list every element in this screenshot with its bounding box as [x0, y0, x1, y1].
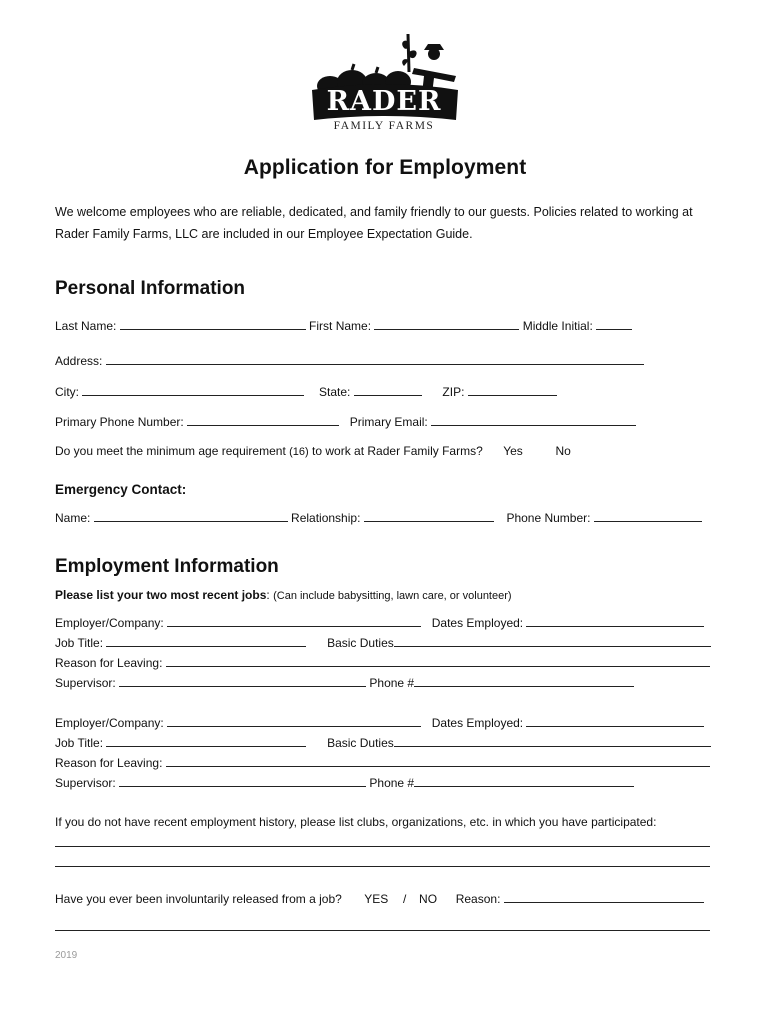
primary-phone-field[interactable]: [187, 414, 339, 426]
release-question: Have you ever been involuntarily released from a job?: [55, 892, 342, 906]
state-label: State:: [319, 385, 351, 399]
job1-supervisor-field[interactable]: [119, 675, 366, 687]
job2-reason-row: [55, 755, 710, 770]
employment-info-heading: Employment Information: [55, 556, 279, 577]
emergency-name-label: Name:: [55, 511, 91, 525]
city-label: City:: [55, 385, 79, 399]
job2-title-row: [55, 735, 711, 750]
name-row: [55, 318, 632, 333]
job1-reason-label: Reason for Leaving:: [55, 656, 163, 670]
job2-supervisor-row: [55, 775, 634, 790]
logo-brand-text: RADER: [326, 86, 442, 117]
job2-employer-field[interactable]: [167, 715, 421, 727]
address-field[interactable]: [106, 353, 644, 365]
job2-title-label: Job Title:: [55, 736, 104, 750]
instruction-colon: :: [266, 588, 270, 602]
instruction-bold: Please list your two most recent jobs: [55, 588, 267, 602]
history-line-2[interactable]: [55, 866, 710, 867]
job2-employer-label: Employer/Company:: [55, 716, 164, 730]
emergency-contact-heading: Emergency Contact:: [55, 482, 187, 497]
address-row: [55, 353, 644, 368]
age-question-text-end: to work at Rader Family Farms?: [312, 444, 483, 458]
job1-duties-field[interactable]: [394, 635, 711, 647]
primary-phone-label: Primary Phone Number:: [55, 415, 184, 429]
instruction-note: (Can include babysitting, lawn care, or volunteer): [273, 590, 512, 602]
job2-reason-field[interactable]: [166, 755, 710, 767]
page-title: Application for Employment: [243, 156, 527, 179]
job1-employer-label: Employer/Company:: [55, 616, 164, 630]
footer-year: 2019: [55, 950, 78, 961]
release-reason-label: Reason:: [455, 892, 501, 906]
relationship-field[interactable]: [364, 510, 494, 522]
last-name-field[interactable]: [120, 318, 306, 330]
intro-paragraph: We welcome employees who are reliable, dedicated, and family friendly to our guests. Policies related to working at Rader Family Farms, LLC are included in our Employee Expectation Guide.: [55, 205, 693, 241]
job2-dates-label: Dates Employed:: [431, 716, 524, 730]
job2-phone-label: Phone #: [369, 776, 415, 790]
job1-employer-field[interactable]: [167, 615, 421, 627]
job2-reason-label: Reason for Leaving:: [55, 756, 163, 770]
job1-title-row: [55, 635, 711, 650]
history-question: If you do not have recent employment history, please list clubs, organizations, etc. in which you have participated:: [55, 815, 657, 829]
job1-phone-label: Phone #: [369, 676, 415, 690]
release-no-option[interactable]: NO: [419, 892, 438, 906]
middle-initial-label: Middle Initial:: [522, 319, 593, 333]
job1-duties-label: Basic Duties: [327, 636, 394, 650]
emergency-phone-field[interactable]: [594, 510, 702, 522]
emergency-name-field[interactable]: [94, 510, 288, 522]
zip-label: ZIP:: [442, 385, 465, 399]
job2-duties-field[interactable]: [394, 735, 711, 747]
age-requirement-row: [55, 444, 571, 459]
city-state-zip-row: [55, 384, 557, 399]
emergency-phone-label: Phone Number:: [506, 511, 591, 525]
age-yes-option[interactable]: Yes: [503, 444, 523, 458]
zip-field[interactable]: [468, 384, 557, 396]
job1-employer-row: [55, 615, 704, 630]
company-logo: [310, 28, 460, 136]
job1-reason-row: [55, 655, 710, 670]
history-line-1[interactable]: [55, 846, 710, 847]
personal-info-heading: Personal Information: [55, 278, 246, 299]
address-label: Address:: [55, 354, 103, 368]
relationship-label: Relationship:: [291, 511, 361, 525]
first-name-label: First Name:: [309, 319, 372, 333]
job1-title-label: Job Title:: [55, 636, 104, 650]
job2-supervisor-field[interactable]: [119, 775, 366, 787]
age-question-text: Do you meet the minimum age requirement: [55, 444, 286, 458]
employment-instruction: [55, 588, 512, 603]
last-name-label: Last Name:: [55, 319, 117, 333]
release-yes-option[interactable]: YES: [364, 892, 389, 906]
first-name-field[interactable]: [374, 318, 519, 330]
job1-dates-label: Dates Employed:: [431, 616, 524, 630]
job2-supervisor-label: Supervisor:: [55, 776, 116, 790]
job1-reason-field[interactable]: [166, 655, 710, 667]
primary-email-field[interactable]: [431, 414, 636, 426]
age-question-number: (16): [289, 446, 309, 458]
job1-phone-field[interactable]: [414, 675, 634, 687]
job1-title-field[interactable]: [106, 635, 306, 647]
job1-dates-field[interactable]: [526, 615, 704, 627]
job2-dates-field[interactable]: [526, 715, 704, 727]
job2-phone-field[interactable]: [414, 775, 634, 787]
job1-supervisor-row: [55, 675, 634, 690]
job1-supervisor-label: Supervisor:: [55, 676, 116, 690]
job2-employer-row: [55, 715, 704, 730]
middle-initial-field[interactable]: [596, 318, 632, 330]
city-field[interactable]: [82, 384, 304, 396]
state-field[interactable]: [354, 384, 422, 396]
release-line-2[interactable]: [55, 930, 710, 931]
age-no-option[interactable]: No: [555, 444, 571, 458]
release-row: [55, 891, 704, 906]
release-reason-field[interactable]: [504, 891, 704, 903]
phone-email-row: [55, 414, 636, 429]
job2-duties-label: Basic Duties: [327, 736, 394, 750]
emergency-row: [55, 510, 702, 525]
release-slash: /: [403, 892, 407, 906]
primary-email-label: Primary Email:: [349, 415, 428, 429]
job2-title-field[interactable]: [106, 735, 306, 747]
logo-tagline: FAMILY FARMS: [333, 120, 435, 132]
